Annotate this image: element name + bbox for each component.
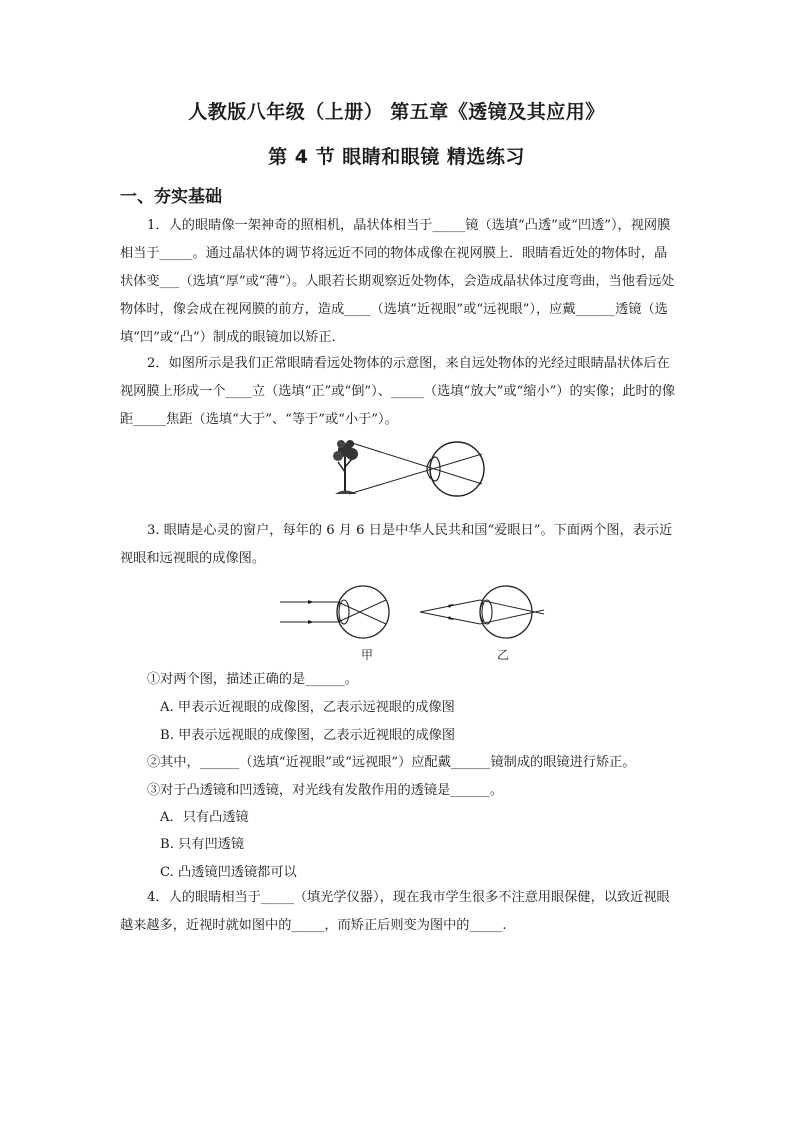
question-3-intro: 3. 眼睛是心灵的窗户，每年的 6 月 6 日是中华人民共和国“爱眼日”。下面两个图，表示近视眼和远视眼的成像图。 xyxy=(120,523,673,566)
question-2: 2．如图所示是我们正常眼睛看远处物体的示意图，来自远处物体的光经过眼睛晶状体后在视网膜上形成一个____立（选填“正”或“倒”）、_____（选填“放大”或“缩小”）的实像；此时的像距_____焦距（选填“大于”、“等于”或“小于”）。 xyxy=(120,356,676,427)
choice-a: A．只有凸透镜 xyxy=(160,810,249,825)
option-b: B. 甲表示远视眼的成像图，乙表示近视眼的成像图 xyxy=(160,728,456,743)
normal-eye-figure xyxy=(325,432,495,502)
choice-c: C. 凸透镜凹透镜都可以 xyxy=(160,865,297,880)
question-4: 4．人的眼睛相当于_____（填光学仪器），现在我市学生很多不注意用眼保健，以致近视眼越来越多，近视时就如图中的_____，而矫正后则变为图中的_____. xyxy=(120,890,670,933)
question-3-part-1: ①对两个图，描述正确的是______。 xyxy=(147,672,358,687)
figure-label-yi: 乙 xyxy=(497,648,510,662)
figure-label-jia: 甲 xyxy=(361,648,374,662)
hyperopia-eye-figure xyxy=(418,584,548,642)
question-3-part-3: ③对于凸透镜和凹透镜，对光线有发散作用的透镜是______。 xyxy=(147,783,504,798)
page-title: 人教版八年级（上册） 第五章《透镜及其应用》 xyxy=(188,101,605,123)
page-subtitle: 第 4 节 眼睛和眼镜 精选练习 xyxy=(268,146,525,168)
myopia-eye-figure xyxy=(278,584,393,642)
choice-b: B. 只有凹透镜 xyxy=(160,837,245,852)
tree-icon xyxy=(333,440,358,494)
question-1: 1．人的眼睛像一架神奇的照相机，晶状体相当于_____镜（选填“凸透”或“凹透”），视网膜相当于_____。通过晶状体的调节将远近不同的物体成像在视网膜上．眼睛看近处的物体时，晶状体变___（选填“厚”或“薄”）。人眼若长期观察近处物体，会造成晶状体过度弯曲，当他看远处物体时，像会成在视网膜的前方，造成____（选填“近视眼”或“远视眼”），应戴______透镜（选填“凹”或“凸”）制成的眼镜加以矫正． xyxy=(120,218,675,345)
question-3-part-2: ②其中，______（选填“近视眼”或“远视眼”）应配戴______镜制成的眼镜进行矫正。 xyxy=(147,755,636,770)
option-a: A. 甲表示近视眼的成像图，乙表示远视眼的成像图 xyxy=(160,700,455,715)
section-heading: 一、夯实基础 xyxy=(120,187,222,207)
